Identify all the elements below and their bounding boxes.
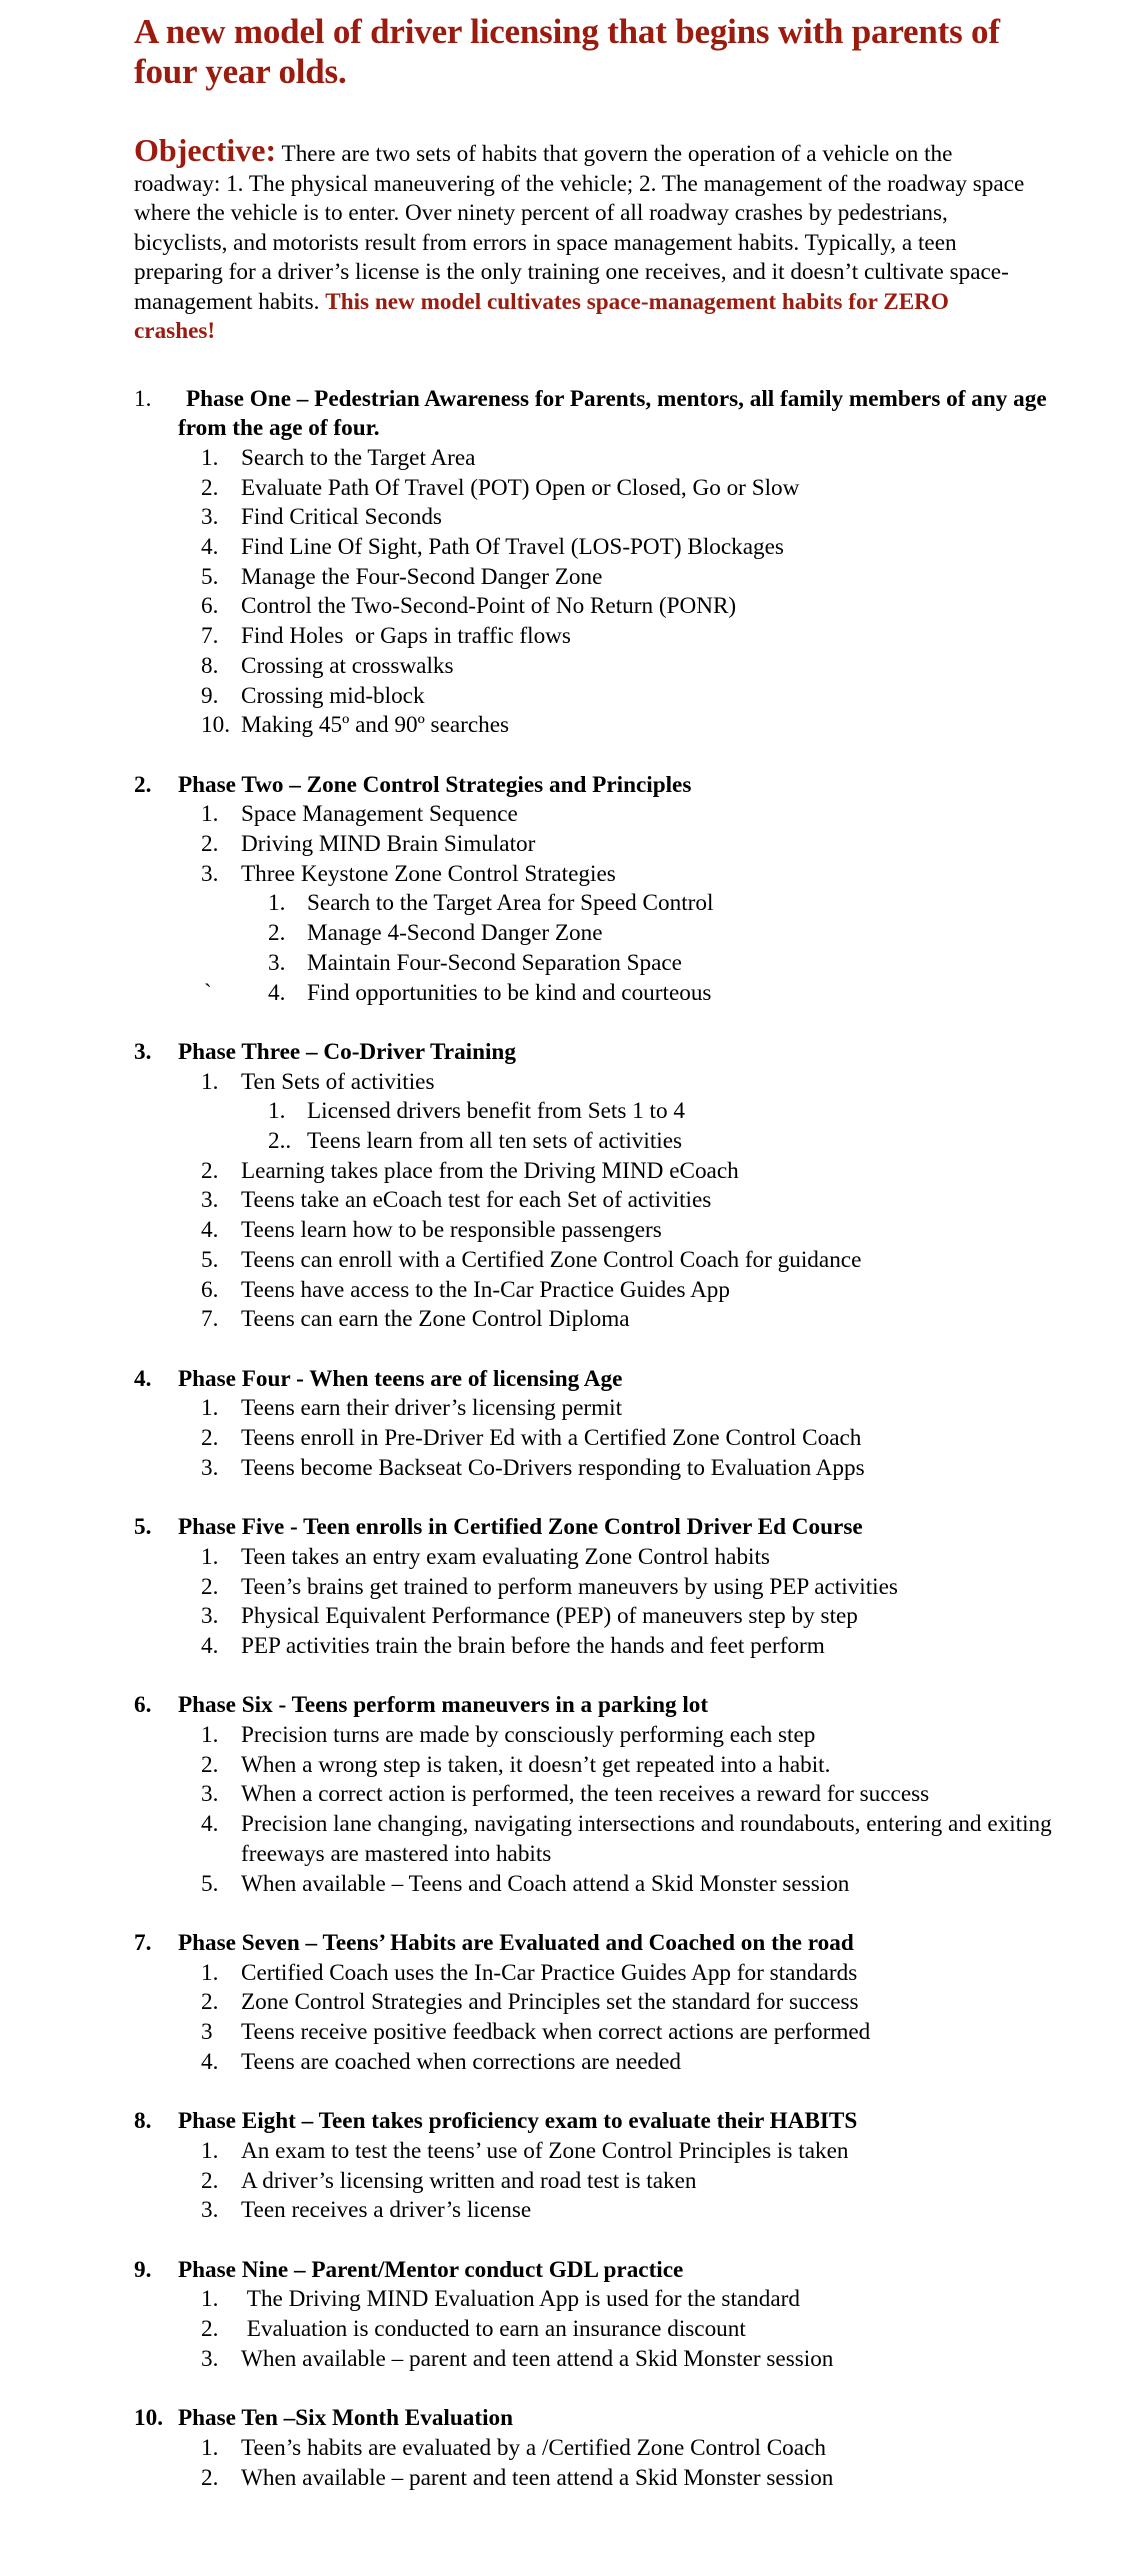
nested-item-number: 3.	[268, 949, 286, 976]
list-item	[134, 592, 1054, 622]
item-text: An exam to test the teens’ use of Zone Control Principles is taken	[241, 2137, 849, 2164]
item-number: 3.	[201, 1187, 219, 1214]
list-item	[134, 1870, 1054, 1900]
item-number: 2.	[201, 2464, 219, 2491]
item-text: Control the Two-Second-Point of No Return (PONR)	[241, 593, 737, 620]
list-item	[134, 622, 1054, 652]
list-item	[134, 503, 1054, 533]
item-text: Crossing at crosswalks	[241, 652, 454, 679]
list-item	[134, 1988, 1054, 2018]
item-text: Evaluate Path Of Travel (POT) Open or Closed, Go or Slow	[241, 474, 800, 501]
item-text: Teens can enroll with a Certified Zone Control Coach for guidance	[241, 1246, 862, 1273]
phase-number: 9.	[134, 2256, 152, 2283]
objective-paragraph	[134, 132, 1034, 347]
item-number: 2.	[201, 2316, 219, 2343]
list-item	[134, 1573, 1054, 1603]
item-number: 3	[201, 2019, 213, 2046]
item-text: When a correct action is performed, the teen receives a reward for success	[241, 1781, 930, 1808]
item-number: 2.	[201, 2167, 219, 2194]
item-number: 3.	[201, 860, 219, 887]
list-item	[134, 474, 1054, 504]
item-number: 4.	[201, 1217, 219, 1244]
nested-item-text: Find opportunities to be kind and courteous	[307, 979, 712, 1006]
phase-title: Phase One – Pedestrian Awareness for Parents, mentors, all family members of any age from the age of four.	[178, 385, 1047, 442]
nested-list-item	[134, 979, 1054, 1009]
nested-item-text: Maintain Four-Second Separation Space	[307, 949, 682, 976]
phase-title: Phase Two – Zone Control Strategies and Principles	[178, 771, 692, 798]
item-number: 4.	[201, 1632, 219, 1659]
list-item	[134, 682, 1054, 712]
item-text: Teens become Backseat Co-Drivers responding to Evaluation Apps	[241, 1454, 865, 1481]
item-number: 6.	[201, 1276, 219, 1303]
list-item	[134, 2018, 1054, 2048]
objective-label: Objective:	[134, 132, 277, 168]
item-number: 3.	[201, 1781, 219, 1808]
nested-item-text: Manage 4-Second Danger Zone	[307, 920, 603, 947]
list-item	[134, 652, 1054, 682]
list-item	[134, 1602, 1054, 1632]
phase-title: Phase Ten –Six Month Evaluation	[178, 2405, 514, 2432]
item-number: 5.	[201, 1246, 219, 1273]
item-number: 2.	[201, 474, 219, 501]
item-number: 1.	[201, 2286, 219, 2313]
list-item	[134, 1721, 1054, 1751]
list-item	[134, 2285, 1054, 2315]
list-item	[134, 1543, 1054, 1573]
item-number: 1.	[201, 2434, 219, 2461]
item-text: PEP activities train the brain before the hands and feet perform	[241, 1632, 825, 1659]
item-text: Find Line Of Sight, Path Of Travel (LOS-POT) Blockages	[241, 534, 784, 561]
item-text: Manage the Four-Second Danger Zone	[241, 563, 603, 590]
item-text: Teen receives a driver’s license	[241, 2197, 532, 2224]
item-number: 5.	[201, 1870, 219, 1897]
list-item	[134, 2196, 1054, 2226]
item-number: 7.	[201, 623, 219, 650]
list-item	[134, 800, 1054, 830]
list-item	[134, 1394, 1054, 1424]
objective-emphasis: This new model cultivates space-management habits for ZERO crashes!	[134, 288, 949, 344]
item-number: 7.	[201, 1306, 219, 1333]
item-text: Evaluation is conducted to earn an insurance discount	[241, 2316, 746, 2343]
item-number: 2.	[201, 1425, 219, 1452]
item-number: 1.	[201, 801, 219, 828]
item-number: 8.	[201, 652, 219, 679]
item-number: 1.	[201, 444, 219, 471]
phase-title: Phase Seven – Teens’ Habits are Evaluated and Coached on the road	[178, 1929, 854, 1956]
item-number: 4.	[201, 1811, 219, 1838]
item-number: 4.	[201, 534, 219, 561]
list-item	[134, 1424, 1054, 1454]
list-item	[134, 563, 1054, 593]
phase-title: Phase Eight – Teen takes proficiency exam to evaluate their HABITS	[178, 2108, 858, 2135]
item-text: Physical Equivalent Performance (PEP) of maneuvers step by step	[241, 1603, 858, 1630]
phase-heading	[134, 1929, 1054, 1959]
phase-title: Phase Three – Co-Driver Training	[178, 1038, 516, 1065]
phase-number: 5.	[134, 1514, 152, 1541]
item-text: Search to the Target Area	[241, 444, 476, 471]
phase-title: Phase Five - Teen enrolls in Certified Zone Control Driver Ed Course	[178, 1514, 863, 1541]
item-number: 3.	[201, 1603, 219, 1630]
list-item	[134, 2315, 1054, 2345]
phase-number: 4.	[134, 1365, 152, 1392]
phase-heading	[134, 1691, 1054, 1721]
nested-item-number: 1.	[268, 890, 286, 917]
list-item	[134, 2434, 1054, 2464]
item-text: Teens learn how to be responsible passengers	[241, 1217, 662, 1244]
stray-backtick: `	[204, 979, 212, 1006]
nested-list-item	[134, 919, 1054, 949]
item-number: 5.	[201, 563, 219, 590]
phase-section	[134, 1038, 1054, 1335]
item-number: 3.	[201, 2345, 219, 2372]
phase-title: Phase Nine – Parent/Mentor conduct GDL practice	[178, 2256, 684, 2283]
phase-heading	[134, 1038, 1054, 1068]
page-title: A new model of driver licensing that begins with parents of four year olds.	[134, 12, 1000, 91]
phase-section	[134, 1929, 1054, 2078]
item-number: 3.	[201, 1454, 219, 1481]
item-text: Teens receive positive feedback when correct actions are performed	[241, 2019, 871, 2046]
nested-item-number: 4.	[268, 979, 286, 1006]
item-text: Precision lane changing, navigating intersections and roundabouts, entering and exiting freeways are mastered into habits	[241, 1811, 1058, 1867]
item-number: 1.	[201, 1068, 219, 1095]
item-text: The Driving MIND Evaluation App is used for the standard	[241, 2286, 800, 2313]
phase-heading	[134, 2256, 1054, 2286]
list-item	[134, 1068, 1054, 1098]
phase-number: 6.	[134, 1692, 152, 1719]
item-number: 1.	[201, 1722, 219, 1749]
item-text: Driving MIND Brain Simulator	[241, 831, 536, 858]
nested-list-item	[134, 1127, 1054, 1157]
item-text: Find Critical Seconds	[241, 504, 442, 531]
phase-section	[134, 385, 1054, 741]
list-item	[134, 2048, 1054, 2078]
item-number: 2.	[201, 1573, 219, 1600]
item-number: 3.	[201, 2197, 219, 2224]
item-text: Teens earn their driver’s licensing permit	[241, 1395, 623, 1422]
item-text: Zone Control Strategies and Principles set the standard for success	[241, 1989, 859, 2016]
phase-heading	[134, 1365, 1054, 1395]
list-item	[134, 830, 1054, 860]
list-item	[134, 444, 1054, 474]
item-number: 3.	[201, 504, 219, 531]
item-text: Space Management Sequence	[241, 801, 518, 828]
nested-list-item	[134, 949, 1054, 979]
phase-section	[134, 1513, 1054, 1662]
item-text: Ten Sets of activities	[241, 1068, 435, 1095]
list-item	[134, 1216, 1054, 1246]
item-text: Teen takes an entry exam evaluating Zone Control habits	[241, 1543, 770, 1570]
phase-section	[134, 1691, 1058, 1899]
list-item	[134, 1186, 1054, 1216]
list-item	[134, 1632, 1054, 1662]
phase-section	[134, 2256, 1054, 2375]
item-number: 10.	[201, 712, 230, 739]
item-number: 9.	[201, 682, 219, 709]
phase-heading	[134, 2107, 1054, 2137]
nested-list-item	[134, 889, 1054, 919]
list-item	[134, 2137, 1054, 2167]
nested-item-text: Teens learn from all ten sets of activities	[307, 1128, 683, 1155]
item-text: Learning takes place from the Driving MIND eCoach	[241, 1157, 739, 1184]
item-text: Teens can earn the Zone Control Diploma	[241, 1306, 630, 1333]
phase-heading	[134, 2404, 1054, 2434]
list-item	[134, 1751, 1054, 1781]
item-text: When available – parent and teen attend a Skid Monster session	[241, 2345, 834, 2372]
item-number: 2.	[201, 1157, 219, 1184]
nested-item-number: 2..	[268, 1128, 292, 1155]
item-text: When a wrong step is taken, it doesn’t get repeated into a habit.	[241, 1751, 831, 1778]
phase-heading	[134, 771, 1054, 801]
item-text: Three Keystone Zone Control Strategies	[241, 860, 616, 887]
item-number: 2.	[201, 1751, 219, 1778]
list-item	[134, 711, 1054, 741]
item-number: 2.	[201, 831, 219, 858]
list-item	[134, 1246, 1054, 1276]
list-item	[134, 1959, 1054, 1989]
list-item	[134, 1276, 1054, 1306]
list-item	[134, 2167, 1054, 2197]
phase-section	[134, 771, 1054, 1009]
list-item	[134, 1454, 1054, 1484]
nested-item-number: 2.	[268, 920, 286, 947]
phase-section	[134, 2404, 1054, 2493]
document-page	[134, 0, 1058, 2523]
item-number: 1.	[201, 1543, 219, 1570]
item-text: Precision turns are made by consciously performing each step	[241, 1722, 816, 1749]
item-number: 6.	[201, 593, 219, 620]
list-item	[134, 1810, 1058, 1869]
item-text: Teens enroll in Pre-Driver Ed with a Certified Zone Control Coach	[241, 1425, 862, 1452]
item-text: Teens have access to the In-Car Practice Guides App	[241, 1276, 730, 1303]
phase-number: 2.	[134, 771, 152, 798]
phase-section	[134, 2107, 1054, 2226]
nested-item-number: 1.	[268, 1098, 286, 1125]
item-text: Certified Coach uses the In-Car Practice Guides App for standards	[241, 1959, 858, 1986]
nested-item-text: Licensed drivers benefit from Sets 1 to 4	[307, 1098, 685, 1125]
phase-number: 10.	[134, 2405, 163, 2432]
item-text: Teens are coached when corrections are needed	[241, 2048, 681, 2075]
item-text: Teen’s habits are evaluated by a /Certified Zone Control Coach	[241, 2434, 826, 2461]
item-text: A driver’s licensing written and road test is taken	[241, 2167, 697, 2194]
item-text: Making 45º and 90º searches	[241, 712, 510, 739]
list-item	[134, 533, 1054, 563]
list-item	[134, 2345, 1054, 2375]
phase-heading	[134, 385, 1054, 444]
item-text: When available – parent and teen attend a Skid Monster session	[241, 2464, 834, 2491]
item-number: 4.	[201, 2048, 219, 2075]
nested-list-item	[134, 1097, 1054, 1127]
item-number: 1.	[201, 1395, 219, 1422]
item-text: When available – Teens and Coach attend a Skid Monster session	[241, 1870, 850, 1897]
list-item	[134, 1157, 1054, 1187]
phase-title: Phase Six - Teens perform maneuvers in a parking lot	[178, 1692, 709, 1719]
list-item	[134, 1780, 1054, 1810]
phase-heading	[134, 1513, 1054, 1543]
list-item	[134, 1305, 1054, 1335]
objective-body: There are two sets of habits that govern the operation of a vehicle on the roadway: 1. The physical maneuvering of the vehicle; 2. The management of the roadway space where the vehicle is to enter. Over ninety percent of all roadway crashes by pedestrians, bicyclists, and motorists result from errors in space management habits. Typically, a teen preparing for a driver’s license is the only training one receives, and it doesn’t cultivate space-management habits.	[134, 141, 1025, 315]
phase-number: 7.	[134, 1929, 152, 1956]
phase-title: Phase Four - When teens are of licensing Age	[178, 1365, 623, 1392]
item-text: Find Holes or Gaps in traffic flows	[241, 623, 571, 650]
item-number: 2.	[201, 1989, 219, 2016]
list-item	[134, 2464, 1054, 2494]
list-item	[134, 860, 1054, 890]
phase-number: 8.	[134, 2108, 152, 2135]
item-text: Teens take an eCoach test for each Set of activities	[241, 1187, 712, 1214]
nested-item-text: Search to the Target Area for Speed Control	[307, 890, 714, 917]
item-text: Crossing mid-block	[241, 682, 425, 709]
phase-number: 3.	[134, 1038, 152, 1065]
item-number: 1.	[201, 2137, 219, 2164]
item-text: Teen’s brains get trained to perform maneuvers by using PEP activities	[241, 1573, 898, 1600]
item-number: 1.	[201, 1959, 219, 1986]
phase-list	[134, 385, 1058, 2494]
phase-number: 1.	[134, 385, 152, 412]
phase-section	[134, 1365, 1054, 1484]
